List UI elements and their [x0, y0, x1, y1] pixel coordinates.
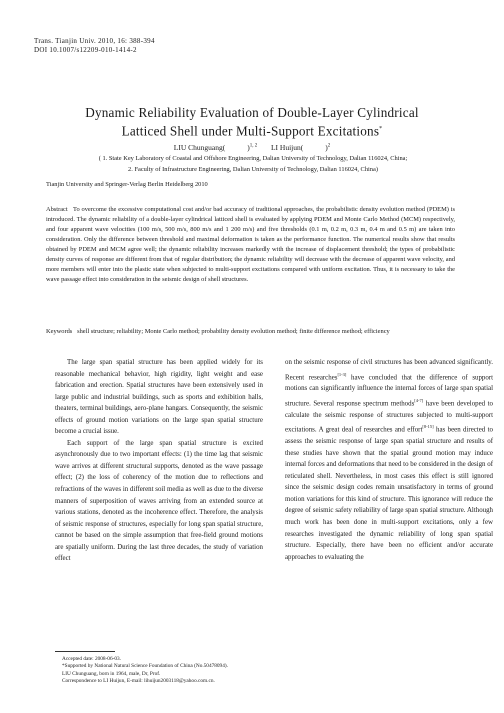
affiliation-1: ( 1. State Key Laboratory of Coastal and Offshore Engineering, Dalian University of Technology, Dalian 116024, China;	[98, 155, 408, 162]
author-1-affil: 1, 2	[249, 143, 258, 149]
author-line	[0, 143, 504, 152]
body-column-left	[55, 357, 263, 565]
paper-title	[40, 104, 464, 139]
body-paragraph: The large span spatial structure has been applied widely for its reasonable mechanical behavior, high rigidity, light weight and ease fabrication and erection. Spatial structures have been extensively used in large public and industrial buildings, such as sports and exhibition halls, theaters, terminal buildings, aero-plane hangars. Consequently, the seismic effects of ground motion variations on the large span spatial structure become a crucial issue.	[55, 359, 263, 436]
abstract-label: Abstract	[46, 206, 68, 213]
citation: [4-7]	[414, 397, 424, 403]
body-text: has been directed to assess the seismic response of large span spatial structure and results of these studies have shown that the spatial ground motion may induce internal forces and deformations that need to be considered in the design of reticulated shell. Nevertheless, in most cases this effect is still ignored since the seismic design codes remain unsatisfactory in terms of ground motion variations for this kind of structure. This ignorance will reduce the degree of seismic safety reliability of large span spatial structure. Although much work has been done in multi-support excitations, only a few researches investigated the dynamic reliability of long span spatial structure. Especially, there have been no efficient and/or accurate approaches to evaluating the	[285, 426, 493, 561]
author-2-close: )	[325, 143, 328, 152]
footnotes	[62, 656, 228, 686]
footnote-support: *Supported by National Natural Science Foundation of China (No.50478094).	[62, 663, 228, 670]
author-1-close: )	[247, 143, 250, 152]
title-line-1: Dynamic Reliability Evaluation of Double-Layer Cylindrical	[85, 105, 419, 120]
body-text: on the seismic response of civil structures has been advanced significantly. Recent researches	[285, 359, 493, 381]
journal-citation: Trans. Tianjin Univ. 2010, 16: 388-394	[34, 37, 155, 45]
body-text: have been developed to calculate the seismic response of structures subjected to multi-support excitations. A great deal of researches and effort	[285, 400, 493, 434]
footnote-accepted: Accepted date: 2008-06-03.	[62, 656, 121, 662]
keywords-label: Keywords	[46, 328, 73, 335]
body-column-right	[285, 357, 493, 563]
abstract-text: To overcome the excessive computational cost and/or bad accuracy of traditional approaches, the probabilistic density evolution method (PDEM) is introduced. The dynamic reliability of a double-layer cylindrical latticed shell is evaluated by applying PDEM and Monte Carlo Method (MCM) respectively, and four apparent wave velocities (100 m/s, 500 m/s, 800 m/s and 1 200 m/s) and five thresholds (0.1 m, 0.2 m, 0.3 m, 0.4 m and 0.5 m) are taken into consideration. Only the difference between threshold and maximal deformation is taken as the performance function. The numerical results show that results obtained by PDEM and MCM agree well; the dynamic reliability increases markedly with the increase of displacement threshold; the types of probabilistic density curves of response are different from that of regular distribution; the dynamic reliability will decrease with the decrease of apparent wave velocity, and more members will enter into the plastic state when subjected to multi-support excitations compared with uniform excitation. Thus, it is necessary to take the wave passage effect into consideration in the seismic design of shell structures.	[46, 206, 455, 283]
title-line-2: Latticed Shell under Multi-Support Excitations	[121, 123, 380, 139]
journal-doi: DOI 10.1007/s12209-010-1414-2	[34, 46, 137, 54]
body-paragraph: Each support of the large span spatial structure is excited asynchronously due to two important effects: (1) the time lag that seismic wave arrives at different structural supports, denoted as the wave passage effect; (2) the loss of coherency of the motion due to reflections and refractions of the waves in different soil media as well as due to the diverse manners of superposition of waves arriving from an extended source at various stations, denoted as the incoherence effect. Therefore, the analysis of seismic response of structures, especially for long span spatial structure, cannot be based on the simple assumption that free-field ground motions are spatially uniform. During the last three decades, the study of variation effect	[55, 439, 263, 563]
keywords-text: shell structure; reliability; Monte Carlo method; probability density evolution method; finite difference method; efficiency	[77, 328, 390, 335]
author-2-affil: 2	[327, 143, 331, 149]
footnote-correspondence: Correspondence to LI Huijun, E-mail: lihuijun2003118@yahoo.com.cn.	[62, 678, 215, 685]
affiliation-2: 2. Faculty of Infrastructure Engineering, Dalian University of Technology, Dalian 116024, China)	[128, 165, 378, 173]
body-paragraph	[285, 357, 493, 563]
author-1: LIU Chunguang(	[173, 143, 226, 152]
keywords	[46, 327, 455, 337]
journal-header	[34, 37, 155, 55]
footnote-bio: LIU Chunguang, born in 1964, male, Dr, Prof.	[62, 670, 161, 677]
citation: [1-3]	[337, 371, 347, 377]
affiliations	[34, 154, 472, 175]
copyright: Tianjin University and Springer-Verlag Berlin Heidelberg 2010	[46, 181, 208, 188]
footnote-rule	[55, 651, 115, 652]
title-footnote-mark: *	[379, 126, 383, 132]
body-text: have concluded that the difference of support motions can significantly influence the internal forces of large span spatial structure. Several response spectrum methods	[285, 373, 493, 408]
author-2: LI Huijun(	[270, 143, 304, 152]
citation: [8-15]	[422, 424, 434, 430]
abstract	[46, 205, 455, 285]
